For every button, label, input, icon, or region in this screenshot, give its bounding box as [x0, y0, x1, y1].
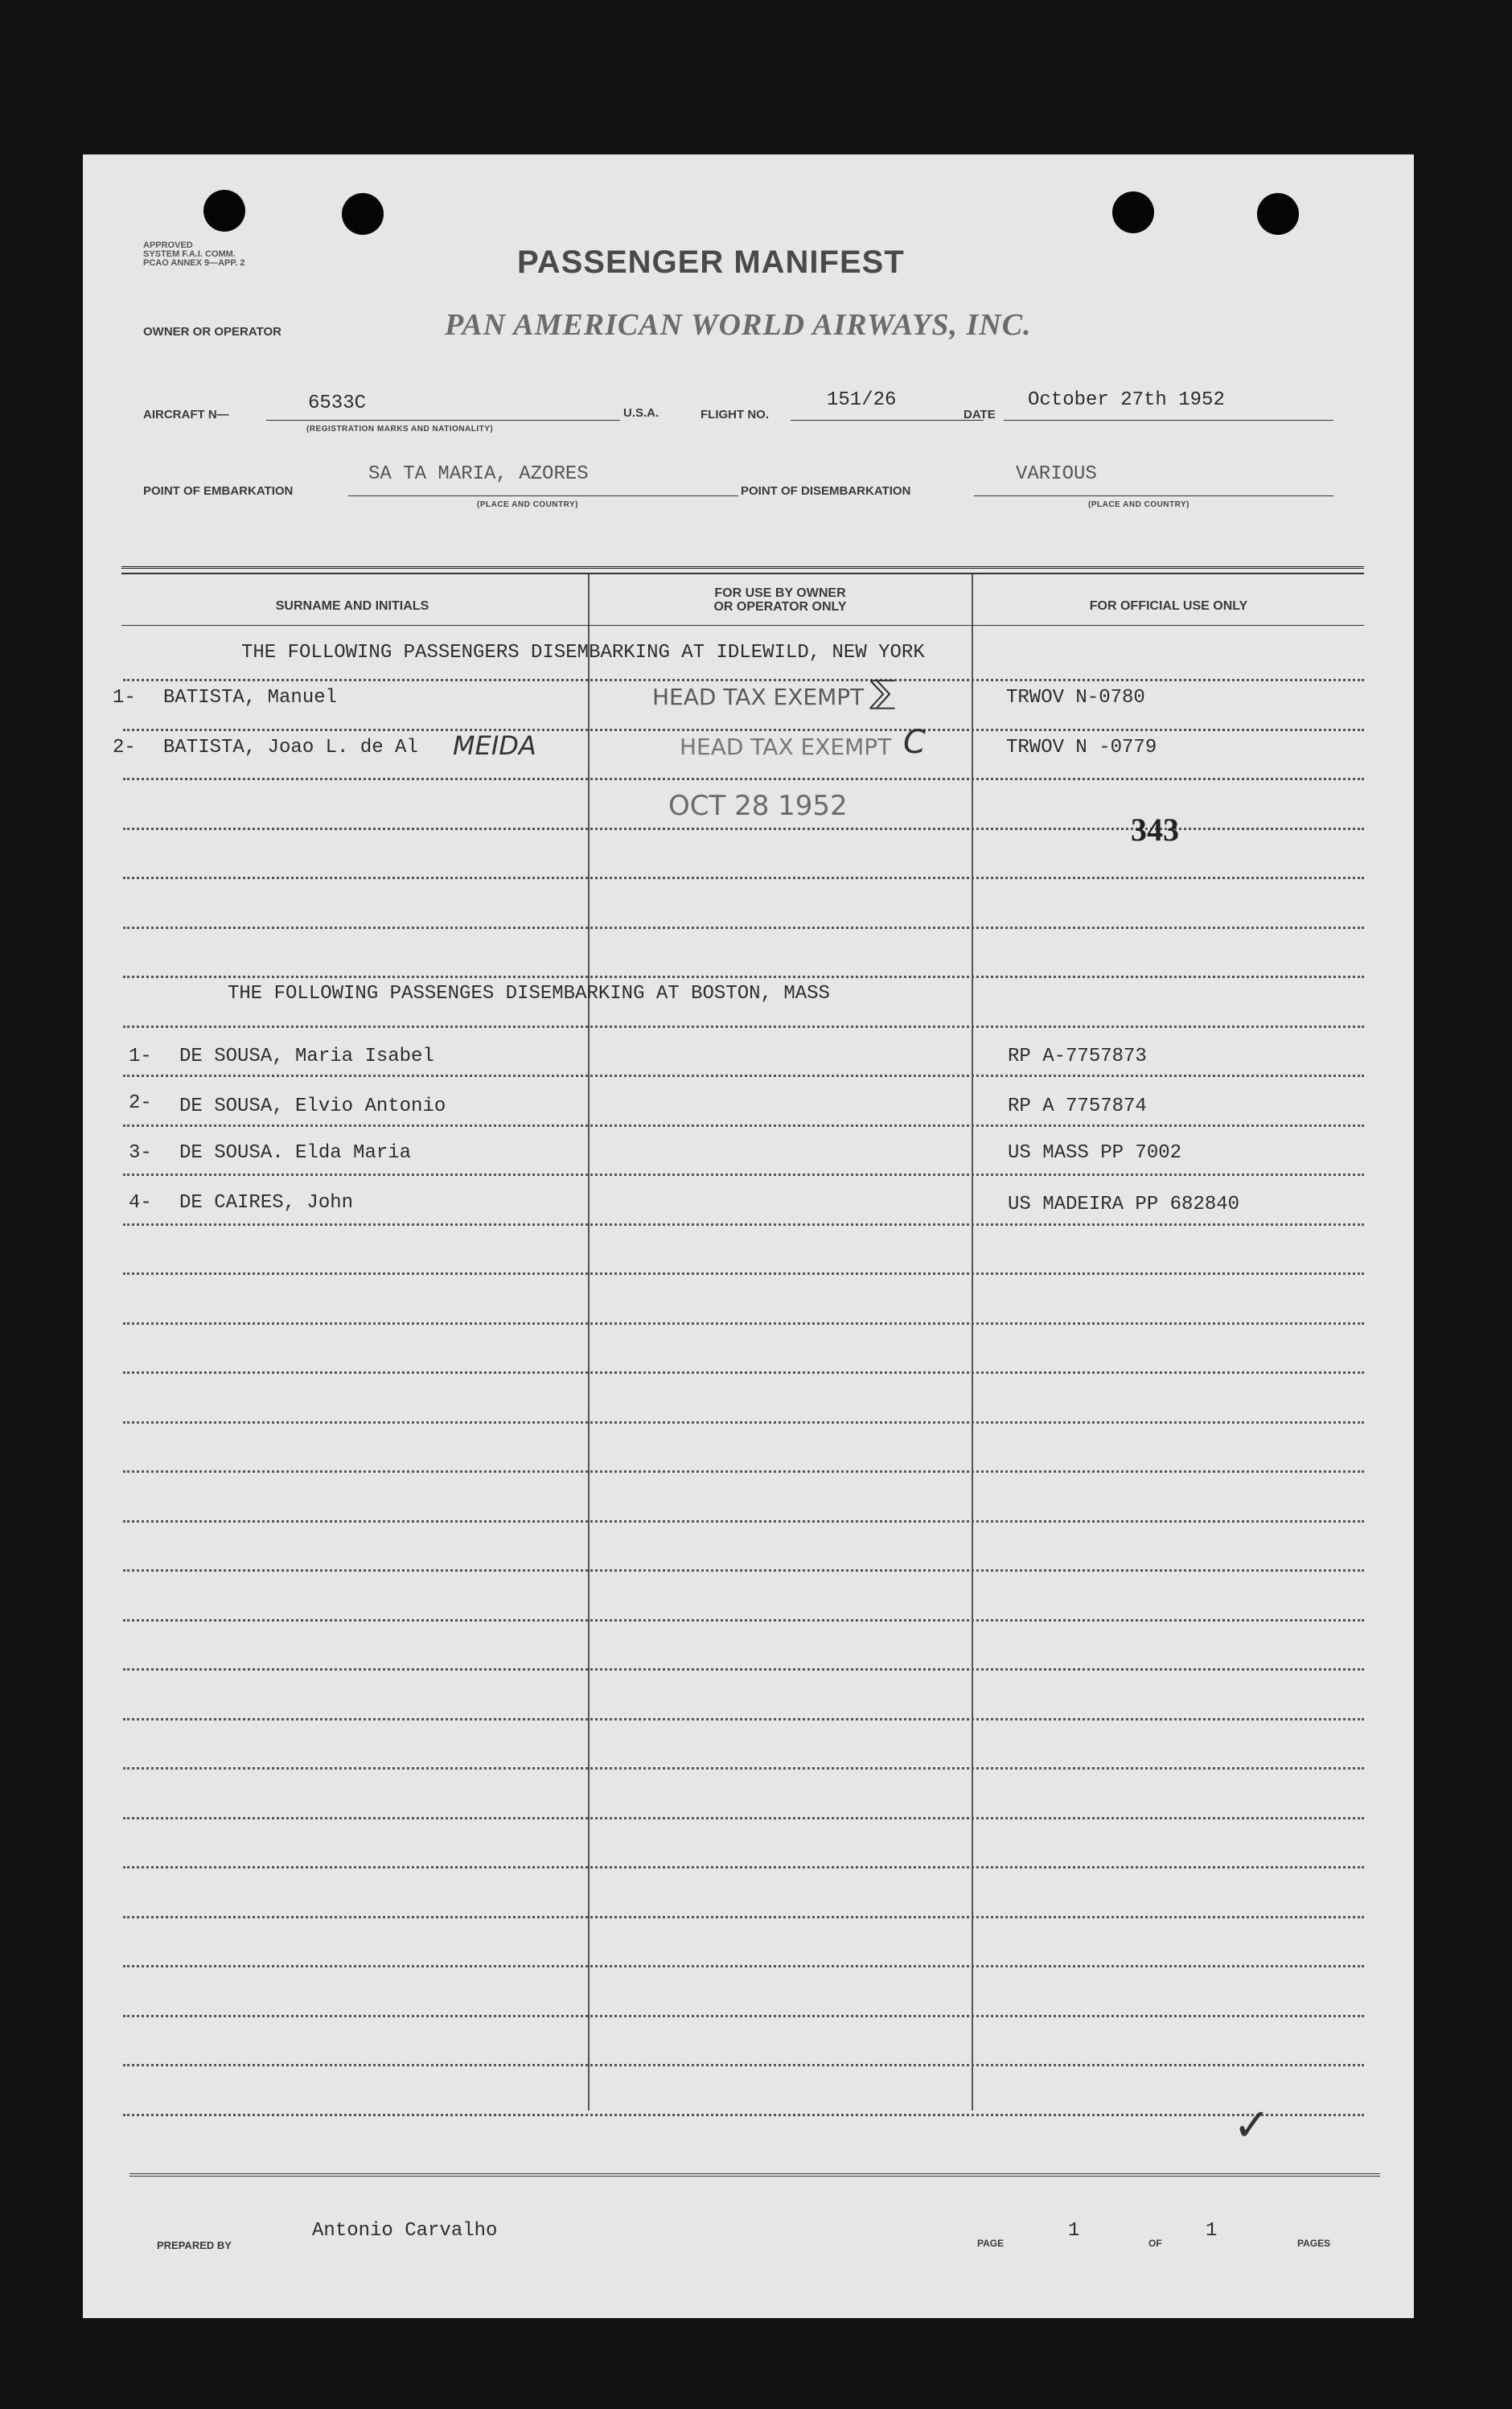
prepared-by-label: PREPARED BY: [157, 2239, 232, 2251]
punch-hole: [1257, 193, 1299, 235]
flight-value: 151/26: [827, 389, 897, 411]
owner-label: OWNER OR OPERATOR: [143, 325, 281, 339]
column-header-owner-line: OR OPERATOR ONLY: [713, 600, 847, 614]
entry-line: [123, 1421, 1364, 1424]
disembarkation-underline: [974, 495, 1333, 496]
entry-line: [123, 1223, 1364, 1226]
aircraft-value: 6533C: [308, 393, 367, 414]
entry-line: [123, 1866, 1364, 1868]
header-rule-top: [121, 566, 1364, 569]
entry-line: [123, 1174, 1364, 1176]
aircraft-label: AIRCRAFT N—: [143, 408, 229, 421]
entry-line: [123, 1322, 1364, 1325]
entry-line: [123, 877, 1364, 879]
entry-line: [123, 2114, 1364, 2116]
disembarkation-label: POINT OF DISEMBARKATION: [741, 484, 911, 498]
manifest-paper: [83, 154, 1414, 2318]
column-divider: [972, 574, 973, 2111]
entry-line: [123, 1718, 1364, 1720]
page-label: PAGE: [977, 2238, 1005, 2249]
approval-line: PCAO ANNEX 9—APP. 2: [143, 258, 245, 268]
punch-hole: [1112, 191, 1154, 233]
entry-line: [123, 1767, 1364, 1770]
row-number: 2-: [129, 1092, 152, 1114]
entry-line: [123, 1026, 1364, 1028]
entry-line: [123, 1965, 1364, 1967]
row-number: 3-: [129, 1142, 152, 1164]
entry-line: [123, 1619, 1364, 1622]
bottom-rule: [129, 2173, 1380, 2177]
section-heading-idlewild: THE FOLLOWING PASSENGERS DISEMBARKING AT IDLEWILD, NEW YORK: [241, 642, 925, 664]
column-divider: [588, 574, 590, 2111]
column-header-owner-use: [591, 586, 969, 614]
usa-label: U.S.A.: [623, 406, 659, 420]
check-mark: ✓: [1233, 2099, 1271, 2152]
entry-line: [123, 1668, 1364, 1671]
passenger-name: DE SOUSA, Maria Isabel: [179, 1046, 434, 1067]
punch-hole: [342, 193, 384, 235]
disembarkation-caption: (PLACE AND COUNTRY): [1088, 500, 1189, 509]
date-value: October 27th 1952: [1028, 389, 1225, 411]
entry-line: [123, 729, 1364, 731]
embarkation-value: SA TA MARIA, AZORES: [368, 463, 589, 485]
entry-line: [123, 1272, 1364, 1275]
approval-line: SYSTEM F.A.I. COMM.: [143, 249, 236, 259]
date-stamp: OCT 28 1952: [668, 790, 848, 822]
official-entry: RP A 7757874: [1008, 1096, 1147, 1117]
row-number: 1-: [129, 1046, 152, 1067]
passenger-name: DE SOUSA, Elvio Antonio: [179, 1096, 446, 1117]
of-value: 1: [1206, 2220, 1218, 2242]
row-number: 1-: [113, 687, 136, 709]
flight-underline: [791, 420, 984, 421]
registration-caption: (REGISTRATION MARKS AND NATIONALITY): [306, 425, 494, 434]
entry-line: [123, 1124, 1364, 1127]
entry-line: [123, 2015, 1364, 2017]
aircraft-underline: [266, 420, 620, 421]
entry-line: [123, 1569, 1364, 1572]
flight-label: FLIGHT NO.: [701, 408, 769, 421]
official-entry: US MADEIRA PP 682840: [1008, 1194, 1240, 1215]
entry-line: [123, 1520, 1364, 1523]
column-header-official: FOR OFFICIAL USE ONLY: [1089, 599, 1248, 613]
entry-line: [123, 976, 1364, 978]
entry-line: [123, 778, 1364, 780]
date-label: DATE: [963, 408, 996, 421]
punch-hole: [203, 190, 245, 232]
passenger-name: DE CAIRES, John: [179, 1192, 354, 1214]
head-tax-stamp: HEAD TAX EXEMPT: [652, 684, 865, 710]
header-rule-bottom: [121, 573, 1364, 574]
stamp-number: 343: [1131, 812, 1179, 848]
form-title: PASSENGER MANIFEST: [517, 245, 905, 280]
prepared-by-value: Antonio Carvalho: [312, 2220, 498, 2242]
head-tax-stamp: HEAD TAX EXEMPT: [680, 734, 892, 760]
entry-line: [123, 1916, 1364, 1918]
entry-line: [123, 1470, 1364, 1473]
official-entry: US MASS PP 7002: [1008, 1142, 1182, 1164]
approval-note: [143, 241, 245, 268]
passenger-name: DE SOUSA. Elda Maria: [179, 1142, 412, 1164]
embarkation-caption: (PLACE AND COUNTRY): [477, 500, 578, 509]
entry-line: [123, 2064, 1364, 2066]
approval-line: APPROVED: [143, 240, 193, 250]
of-label: OF: [1148, 2238, 1162, 2249]
disembarkation-value: VARIOUS: [1016, 463, 1097, 485]
initial-mark: C: [903, 724, 926, 761]
passenger-name: BATISTA, Joao L. de Al: [163, 737, 418, 758]
entry-line: [123, 679, 1364, 681]
passenger-name: BATISTA, Manuel: [163, 687, 338, 709]
entry-line: [123, 1075, 1364, 1077]
official-entry: TRWOV N -0779: [1006, 737, 1157, 758]
column-header-surname: SURNAME AND INITIALS: [275, 599, 429, 613]
column-header-owner-line: FOR USE BY OWNER: [714, 586, 846, 600]
embarkation-label: POINT OF EMBARKATION: [143, 484, 294, 498]
official-entry: TRWOV N-0780: [1006, 687, 1145, 709]
initial-mark: ⅀: [869, 674, 896, 711]
owner-value: PAN AMERICAN WORLD AIRWAYS, INC.: [445, 308, 1032, 342]
entry-line: [123, 927, 1364, 929]
row-number: 4-: [129, 1192, 152, 1214]
official-entry: RP A-7757873: [1008, 1046, 1147, 1067]
pages-label: PAGES: [1297, 2238, 1331, 2249]
embarkation-underline: [348, 495, 738, 496]
entry-line: [123, 1817, 1364, 1819]
column-header-rule: [121, 625, 1364, 626]
row-number: 2-: [113, 737, 136, 758]
page-value: 1: [1068, 2220, 1080, 2242]
date-underline: [1004, 420, 1333, 421]
entry-line: [123, 1371, 1364, 1374]
section-heading-boston: THE FOLLOWING PASSENGES DISEMBARKING AT BOSTON, MASS: [228, 983, 830, 1005]
handwritten-name-completion: MEIDA: [453, 730, 536, 761]
